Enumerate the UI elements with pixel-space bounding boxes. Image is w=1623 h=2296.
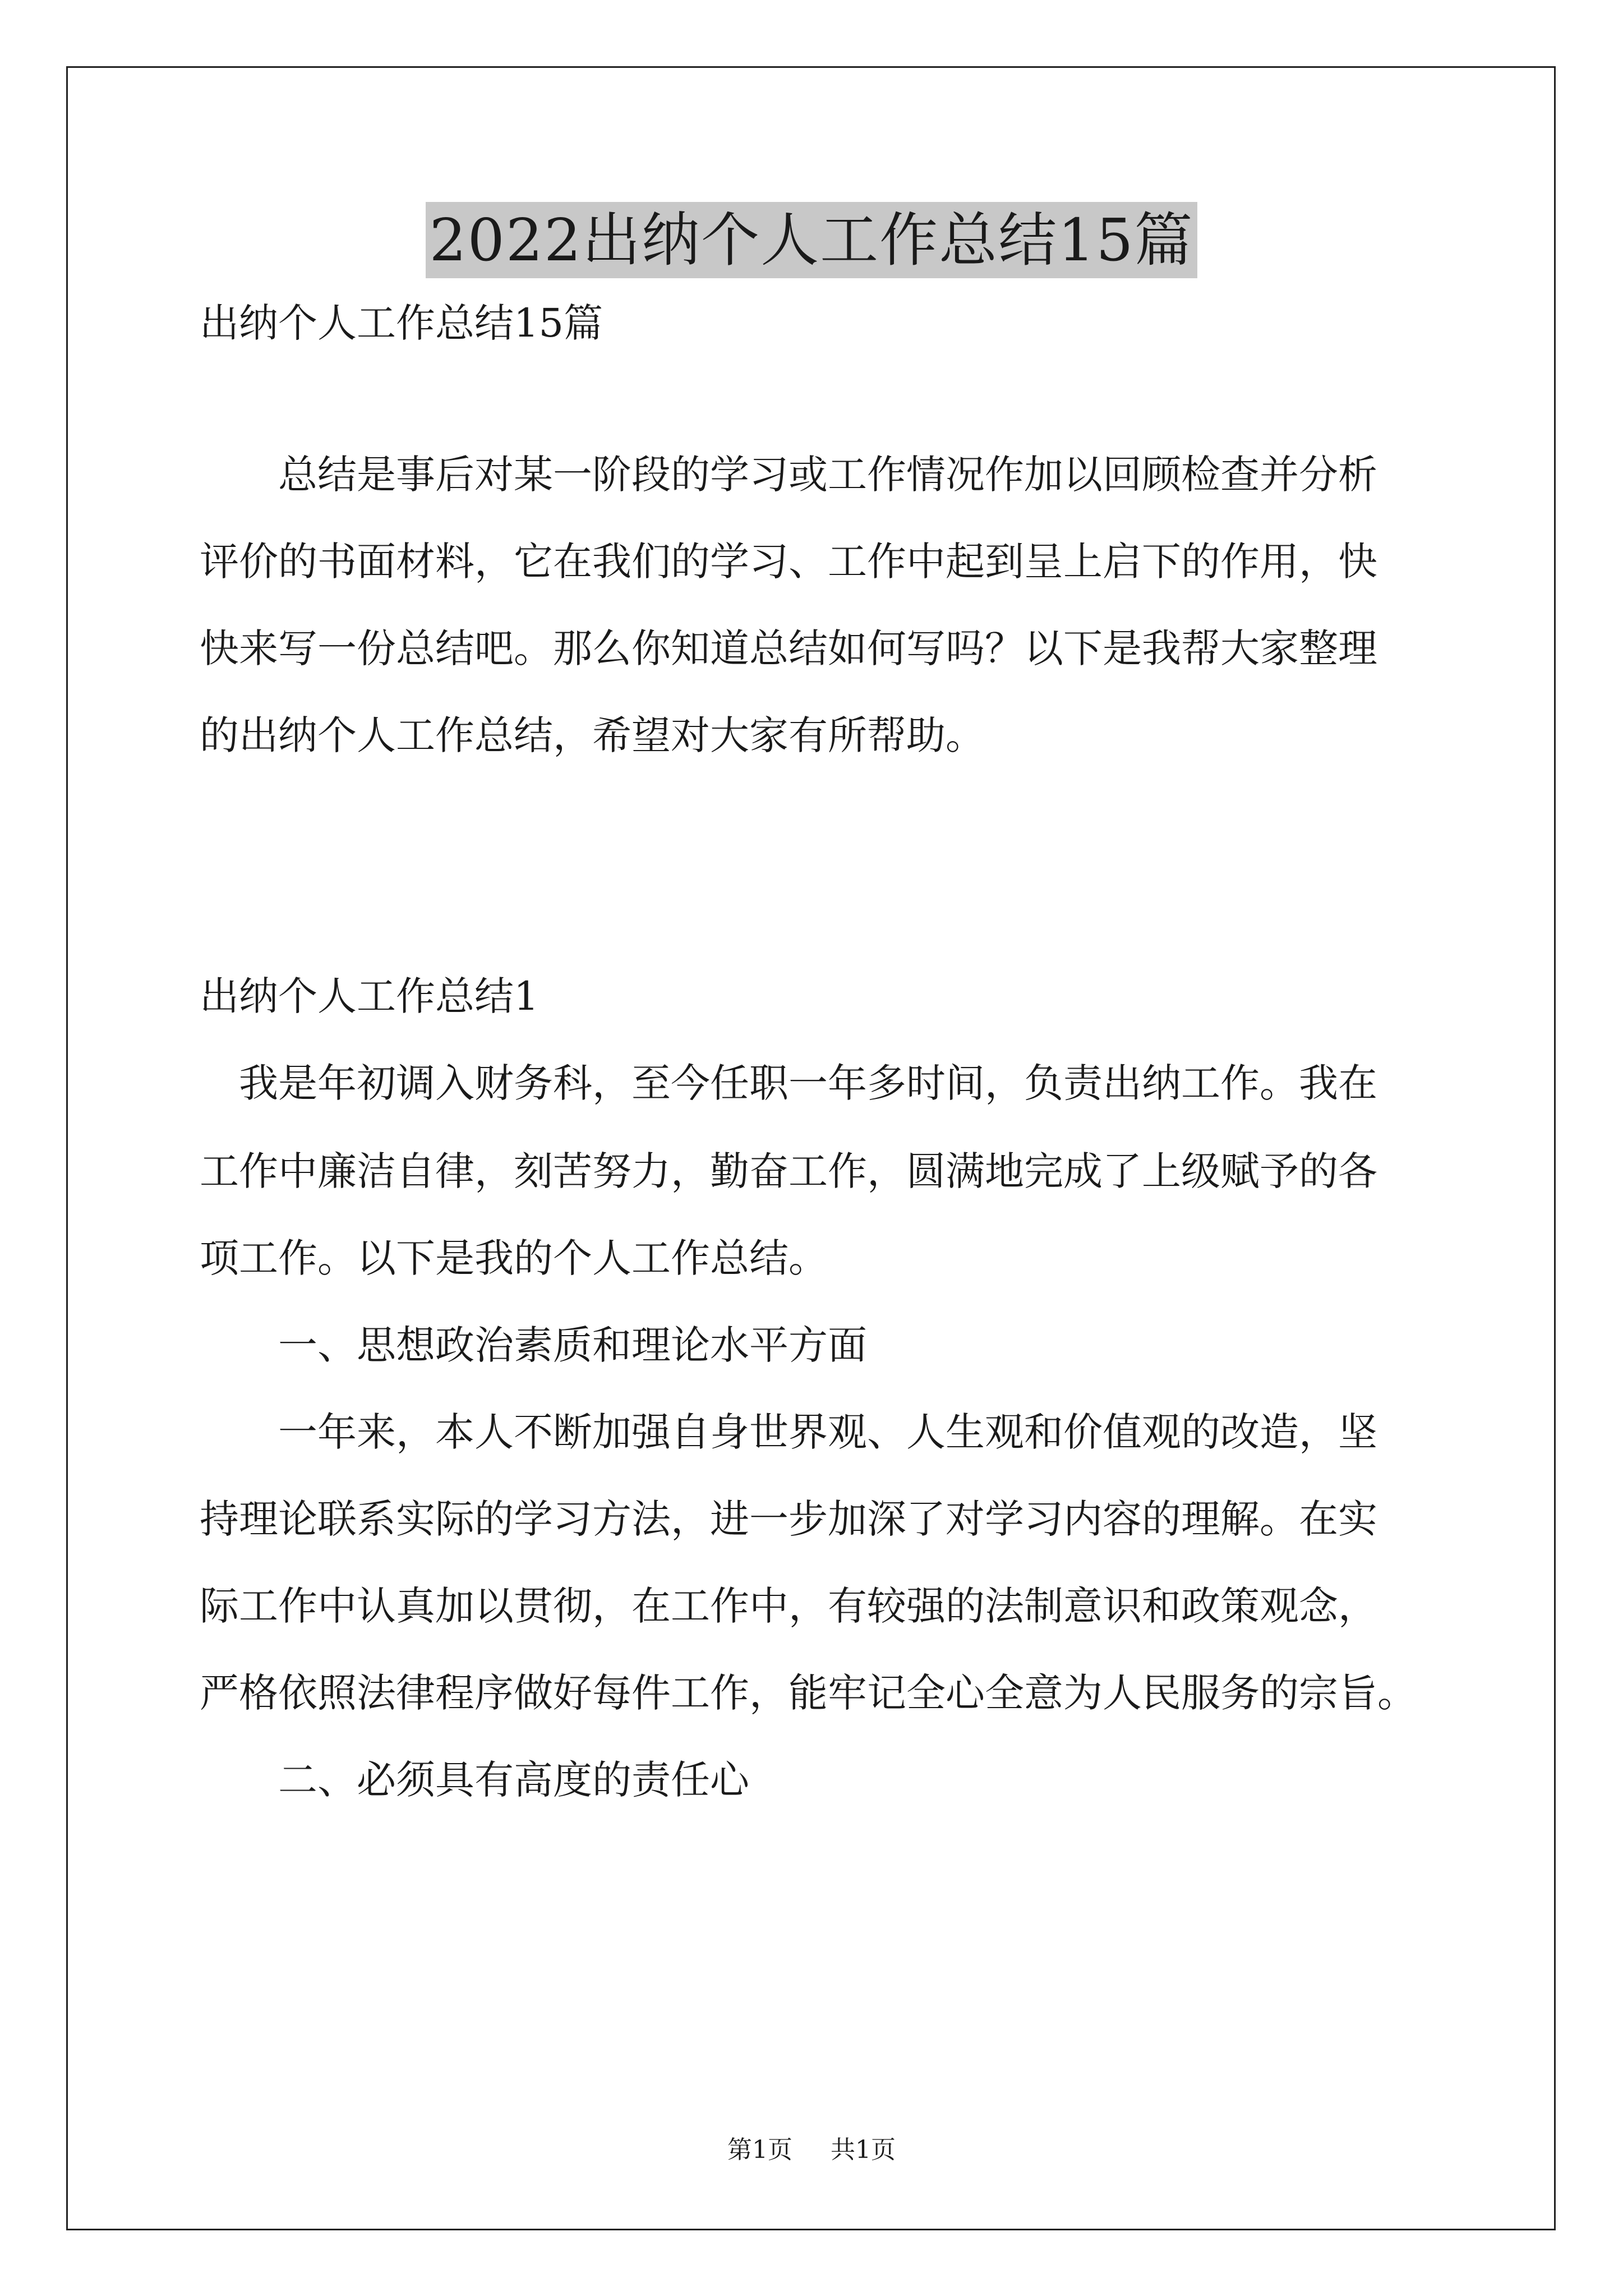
subsection-heading: 一、思想政治素质和理论水平方面 xyxy=(278,1322,867,1368)
paragraph-line: 工作中廉洁自律，刻苦努力，勤奋工作，圆满地完成了上级赋予的各 xyxy=(200,1148,1377,1194)
paragraph-line: 项工作。以下是我的个人工作总结。 xyxy=(200,1235,828,1281)
paragraph-line: 评价的书面材料，它在我们的学习、工作中起到呈上启下的作用，快 xyxy=(200,539,1377,585)
section-heading: 出纳个人工作总结1 xyxy=(200,973,539,1019)
paragraph-line: 持理论联系实际的学习方法，进一步加深了对学习内容的理解。在实 xyxy=(200,1496,1377,1542)
page-number: 第1页 xyxy=(727,2136,792,2164)
document-title: 2022出纳个人工作总结15篇 xyxy=(426,202,1197,278)
paragraph-line: 的出纳个人工作总结，希望对大家有所帮助。 xyxy=(200,712,985,758)
paragraph-line: 我是年初调入财务科，至今任职一年多时间，负责出纳工作。我在 xyxy=(239,1060,1377,1106)
page-total: 共1页 xyxy=(831,2136,896,2164)
paragraph-line: 总结是事后对某一阶段的学习或工作情况作加以回顾检查并分析 xyxy=(278,452,1377,498)
subtitle-line: 出纳个人工作总结15篇 xyxy=(200,300,603,346)
paragraph-line: 严格依照法律程序做好每件工作，能牢记全心全意为人民服务的宗旨。 xyxy=(200,1670,1417,1716)
paragraph-line: 际工作中认真加以贯彻，在工作中，有较强的法制意识和政策观念， xyxy=(200,1583,1377,1629)
title-container xyxy=(0,202,1623,278)
subsection-heading: 二、必须具有高度的责任心 xyxy=(278,1757,749,1803)
page-footer xyxy=(0,2134,1623,2166)
paragraph-line: 一年来，本人不断加强自身世界观、人生观和价值观的改造，坚 xyxy=(278,1409,1377,1455)
paragraph-line: 快来写一份总结吧。那么你知道总结如何写吗？以下是我帮大家整理 xyxy=(200,625,1377,671)
